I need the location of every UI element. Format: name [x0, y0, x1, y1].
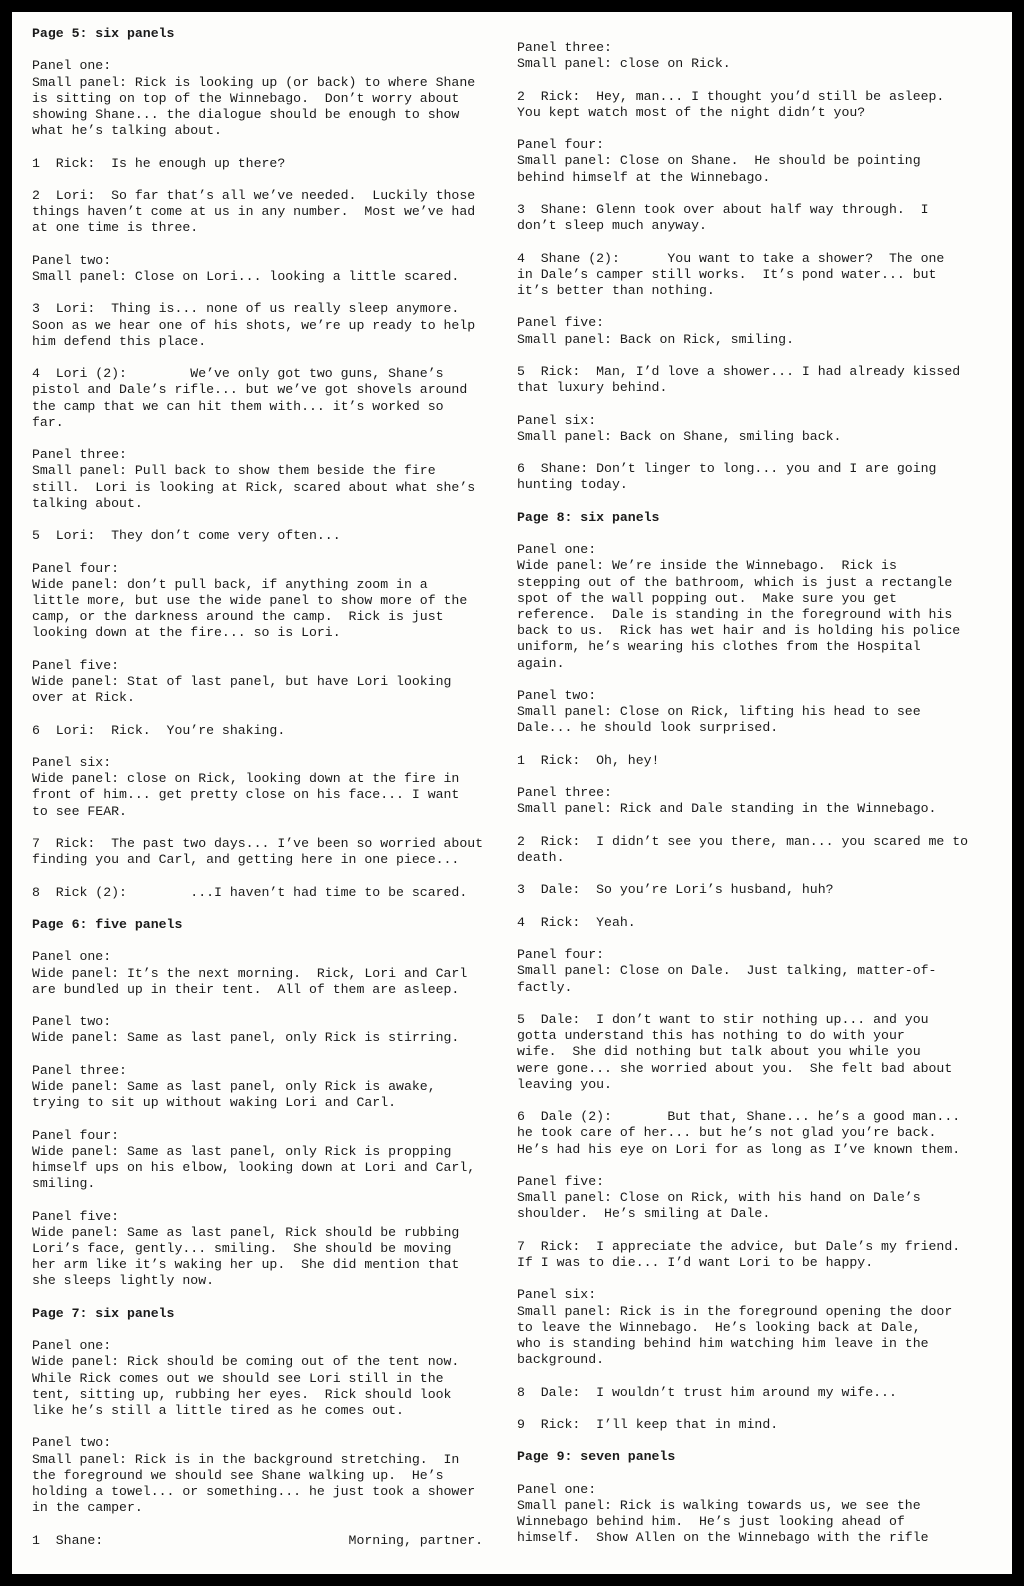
text-line: 6 Lori: Rick. You’re shaking.: [32, 722, 286, 738]
text-line: 2 Rick: I didn’t see you there, man... you scared me to: [517, 833, 969, 849]
text-line: it’s better than nothing.: [517, 282, 715, 298]
text-line: Lori’s face, gently... smiling. She should be moving: [32, 1240, 452, 1256]
script-block: [32, 1014, 502, 1046]
text-line: 6 Dale (2): But that, Shane... he’s a good man...: [517, 1109, 961, 1125]
left-column: [32, 26, 502, 1565]
text-line: he took care of her... but he’s not glad you’re back.: [517, 1125, 937, 1141]
text-line: 7 Rick: The past two days... I’ve been so worried about: [32, 835, 484, 851]
text-line: that luxury behind.: [517, 380, 668, 396]
script-block: [517, 753, 997, 769]
text-line: 5 Lori: They don’t come very often...: [32, 528, 341, 544]
script-block: [517, 89, 997, 121]
page-heading: [32, 26, 502, 42]
script-block: [517, 834, 997, 866]
script-block: [517, 1012, 997, 1093]
script-block: [517, 1417, 997, 1433]
text-line: camp, or the darkness around the camp. Rick is just: [32, 609, 444, 625]
text-line: Winnebago behind him. He’s just looking ahead of: [517, 1514, 905, 1530]
script-block: [32, 58, 502, 139]
text-line: If I was to die... I’d want Lori to be happy.: [517, 1254, 874, 1270]
text-line: Wide panel: Stat of last panel, but have Lori looking: [32, 673, 452, 689]
text-line: holding a towel... or something... he just took a shower: [32, 1483, 476, 1499]
script-block: [32, 561, 502, 642]
text-line: Page 8: six panels: [517, 509, 660, 525]
text-line: himself. Show Allen on the Winnebago with the rifle: [517, 1530, 929, 1546]
text-line: He’s had his eye on Lori for as long as I’ve known them.: [517, 1141, 961, 1157]
text-line: Panel two:: [517, 687, 597, 703]
text-line: Wide panel: Same as last panel, only Rick is stirring.: [32, 1030, 460, 1046]
script-block: [517, 461, 997, 493]
text-line: Wide panel: Same as last panel, only Rick is propping: [32, 1143, 452, 1159]
text-line: Small panel: Close on Rick, with his hand on Dale’s: [517, 1190, 921, 1206]
text-line: don’t sleep much anyway.: [517, 218, 707, 234]
text-line: smiling.: [32, 1176, 96, 1192]
text-line: 4 Rick: Yeah.: [517, 914, 636, 930]
text-line: 2 Lori: So far that’s all we’ve needed. Luckily those: [32, 187, 476, 203]
text-line: at one time is three.: [32, 220, 199, 236]
text-line: uniform, he’s wearing his clothes from the Hospital: [517, 639, 921, 655]
text-line: wife. She did nothing but talk about you while you: [517, 1044, 921, 1060]
text-line: 3 Shane: Glenn took over about half way through. I: [517, 201, 929, 217]
script-block: [517, 251, 997, 300]
script-block: [32, 366, 502, 431]
text-line: Small panel: Rick is looking up (or back) to where Shane: [32, 74, 476, 90]
text-line: 4 Shane (2): You want to take a shower? The one: [517, 250, 945, 266]
script-block: [517, 1287, 997, 1368]
text-line: her arm like it’s waking her up. She did mention that: [32, 1257, 460, 1273]
text-line: are bundled up in their tent. All of them are asleep.: [32, 981, 460, 997]
page-heading: [517, 1449, 997, 1465]
script-block: [32, 188, 502, 237]
script-block: [517, 1239, 997, 1271]
text-line: factly.: [517, 979, 573, 995]
script-block: [32, 723, 502, 739]
text-line: Wide panel: don’t pull back, if anything zoom in a: [32, 576, 428, 592]
text-line: in the camper.: [32, 1500, 143, 1516]
script-block: [32, 1533, 502, 1549]
text-line: Small panel: Back on Rick, smiling.: [517, 331, 794, 347]
text-line: 2 Rick: Hey, man... I thought you’d still be asleep.: [517, 88, 945, 104]
text-line: Panel one:: [517, 1481, 597, 1497]
text-line: Wide panel: It’s the next morning. Rick, Lori and Carl: [32, 965, 468, 981]
text-line: Panel four:: [517, 137, 605, 153]
script-block: [517, 413, 997, 445]
text-line: Panel five:: [517, 1173, 605, 1189]
text-line: Dale... he should look surprised.: [517, 720, 779, 736]
text-line: trying to sit up without waking Lori and Carl.: [32, 1095, 397, 1111]
text-line: talking about.: [32, 495, 143, 511]
text-line: in Dale’s camper still works. It’s pond water... but: [517, 266, 937, 282]
text-line: who is standing behind him watching him leave in the: [517, 1335, 929, 1351]
text-line: Wide panel: close on Rick, looking down at the fire in: [32, 771, 460, 787]
text-line: Small panel: Rick is in the background stretching. In: [32, 1451, 460, 1467]
text-line: behind himself at the Winnebago.: [517, 169, 771, 185]
text-line: tent, sitting up, rubbing her eyes. Rick should look: [32, 1386, 452, 1402]
script-block: [32, 836, 502, 868]
text-line: Small panel: Rick and Dale standing in the Winnebago.: [517, 801, 937, 817]
text-line: Panel six:: [517, 412, 597, 428]
script-block: [32, 528, 502, 544]
text-line: what he’s talking about.: [32, 123, 222, 139]
script-block: [517, 40, 997, 72]
text-line: Page 7: six panels: [32, 1305, 175, 1321]
text-line: Panel three:: [32, 1062, 127, 1078]
text-line: Panel one:: [32, 1338, 112, 1354]
text-line: shoulder. He’s smiling at Dale.: [517, 1206, 771, 1222]
script-block: [517, 137, 997, 186]
text-line: Panel four:: [32, 560, 120, 576]
text-line: pistol and Dale’s rifle... but we’ve got shovels around: [32, 382, 468, 398]
text-line: looking down at the fire... so is Lori.: [32, 625, 341, 641]
text-line: showing Shane... the dialogue should be enough to show: [32, 107, 460, 122]
text-line: Panel two:: [32, 1014, 112, 1030]
script-block: [517, 1174, 997, 1223]
text-line: 4 Lori (2): We’ve only got two guns, Shane’s: [32, 366, 444, 382]
text-line: reference. Dale is standing in the foreground with his: [517, 606, 953, 622]
text-line: Wide panel: We’re inside the Winnebago. Rick is: [517, 558, 897, 574]
text-line: hunting today.: [517, 477, 628, 493]
script-block: [517, 1482, 997, 1547]
script-block: [32, 885, 502, 901]
text-line: gotta understand this has nothing to do with your: [517, 1028, 905, 1044]
text-line: finding you and Carl, and getting here in one piece...: [32, 852, 460, 868]
script-page: [12, 12, 1012, 1574]
text-line: stepping out of the bathroom, which is just a rectangle: [517, 574, 953, 590]
text-line: Small panel: Close on Shane. He should be pointing: [517, 153, 921, 169]
script-block: [32, 1209, 502, 1290]
text-line: spot of the wall popping out. Make sure you get: [517, 590, 897, 606]
text-line: 7 Rick: I appreciate the advice, but Dale’s my friend.: [517, 1238, 961, 1254]
text-line: Wide panel: Rick should be coming out of the tent now.: [32, 1354, 460, 1370]
text-line: 8 Dale: I wouldn’t trust him around my wife...: [517, 1384, 897, 1400]
text-line: Panel six:: [517, 1287, 597, 1303]
text-line: Wide panel: Same as last panel, only Rick is awake,: [32, 1078, 436, 1094]
text-line: back to us. Rick has wet hair and is holding his police: [517, 623, 961, 639]
text-line: Panel three:: [32, 447, 127, 463]
text-line: 1 Shane: Morning, partner.: [32, 1532, 484, 1548]
text-line: far.: [32, 414, 64, 430]
text-line: himself ups on his elbow, looking down at Lori and Carl,: [32, 1159, 476, 1175]
text-line: Small panel: Rick is in the foreground opening the door: [517, 1303, 953, 1319]
text-line: While Rick comes out we should see Lori still in the: [32, 1370, 444, 1386]
script-block: [517, 882, 997, 898]
text-line: Panel one:: [32, 949, 112, 965]
text-line: to see FEAR.: [32, 803, 127, 819]
text-line: the foreground we should see Shane walking up. He’s: [32, 1467, 444, 1483]
script-block: [517, 542, 997, 672]
text-line: Panel two:: [32, 252, 112, 268]
script-block: [32, 1063, 502, 1112]
text-line: 1 Rick: Oh, hey!: [517, 752, 660, 768]
script-block: [32, 755, 502, 820]
text-line: 9 Rick: I’ll keep that in mind.: [517, 1416, 779, 1432]
script-block: [517, 688, 997, 737]
page-heading: [517, 510, 997, 526]
text-line: leaving you.: [517, 1076, 612, 1092]
page-heading: [32, 917, 502, 933]
text-line: Small panel: Close on Dale. Just talking, matter-of-: [517, 963, 937, 979]
text-line: him defend this place.: [32, 333, 207, 349]
page-heading: [32, 1306, 502, 1322]
text-line: Page 6: five panels: [32, 916, 183, 932]
text-line: were gone... she worried about you. She felt bad about: [517, 1060, 953, 1076]
text-line: again.: [517, 655, 565, 671]
text-line: over at Rick.: [32, 690, 135, 706]
script-block: [517, 1109, 997, 1158]
text-line: 6 Shane: Don’t linger to long... you and I are going: [517, 461, 937, 477]
text-line: 5 Dale: I don’t want to stir nothing up... and you: [517, 1011, 929, 1027]
text-line: 3 Lori: Thing is... none of us really sleep anymore.: [32, 301, 460, 317]
script-block: [32, 949, 502, 998]
text-line: Small panel: Rick is walking towards us, we see the: [517, 1497, 921, 1513]
text-line: Small panel: Close on Rick, lifting his head to see: [517, 704, 921, 720]
script-block: [32, 1435, 502, 1516]
text-line: Small panel: Close on Lori... looking a little scared.: [32, 268, 460, 284]
text-line: death.: [517, 849, 565, 865]
text-line: You kept watch most of the night didn’t you?: [517, 104, 866, 120]
text-line: to leave the Winnebago. He’s looking back at Dale,: [517, 1319, 921, 1335]
script-block: [32, 1338, 502, 1419]
text-line: Wide panel: Same as last panel, Rick should be rubbing: [32, 1224, 460, 1240]
script-block: [32, 658, 502, 707]
text-line: Panel four:: [32, 1127, 120, 1143]
text-line: background.: [517, 1352, 605, 1368]
text-line: Small panel: close on Rick.: [517, 56, 731, 72]
text-line: Panel six:: [32, 754, 112, 770]
text-line: 8 Rick (2): ...I haven’t had time to be scared.: [32, 884, 468, 900]
script-block: [517, 915, 997, 931]
text-line: Soon as we hear one of his shots, we’re up ready to help: [32, 317, 476, 333]
text-line: little more, but use the wide panel to show more of the: [32, 592, 468, 608]
text-line: 5 Rick: Man, I’d love a shower... I had already kissed: [517, 363, 961, 379]
script-block: [32, 253, 502, 285]
text-line: Small panel: Pull back to show them beside the fire: [32, 463, 436, 479]
script-block: [517, 202, 997, 234]
script-block: [32, 156, 502, 172]
text-line: Panel five:: [517, 315, 605, 331]
text-line: Page 5: six panels: [32, 26, 175, 41]
text-line: like he’s still a little tired as he comes out.: [32, 1402, 404, 1418]
script-block: [517, 785, 997, 817]
text-line: Small panel: Back on Shane, smiling back.: [517, 428, 842, 444]
script-block: [32, 301, 502, 350]
script-block: [517, 947, 997, 996]
text-line: 1 Rick: Is he enough up there?: [32, 155, 286, 171]
text-line: Panel three:: [517, 785, 612, 801]
right-column: [517, 40, 997, 1563]
text-line: Panel one:: [32, 58, 112, 74]
script-block: [517, 315, 997, 347]
text-line: front of him... get pretty close on his face... I want: [32, 787, 460, 803]
text-line: Page 9: seven panels: [517, 1449, 676, 1465]
text-line: Panel three:: [517, 40, 612, 55]
text-line: is sitting on top of the Winnebago. Don’t worry about: [32, 90, 460, 106]
text-line: things haven’t come at us in any number. Most we’ve had: [32, 204, 476, 220]
script-block: [517, 1385, 997, 1401]
text-line: Panel five:: [32, 1208, 120, 1224]
script-block: [32, 447, 502, 512]
script-block: [517, 364, 997, 396]
text-line: Panel five:: [32, 657, 120, 673]
text-line: Panel four:: [517, 947, 605, 963]
text-line: still. Lori is looking at Rick, scared about what she’s: [32, 479, 476, 495]
text-line: Panel two:: [32, 1435, 112, 1451]
text-line: 3 Dale: So you’re Lori’s husband, huh?: [517, 882, 834, 898]
text-line: Panel one:: [517, 542, 597, 558]
script-block: [32, 1128, 502, 1193]
text-line: she sleeps lightly now.: [32, 1273, 215, 1289]
text-line: the camp that we can hit them with... it’s worked so: [32, 398, 444, 414]
